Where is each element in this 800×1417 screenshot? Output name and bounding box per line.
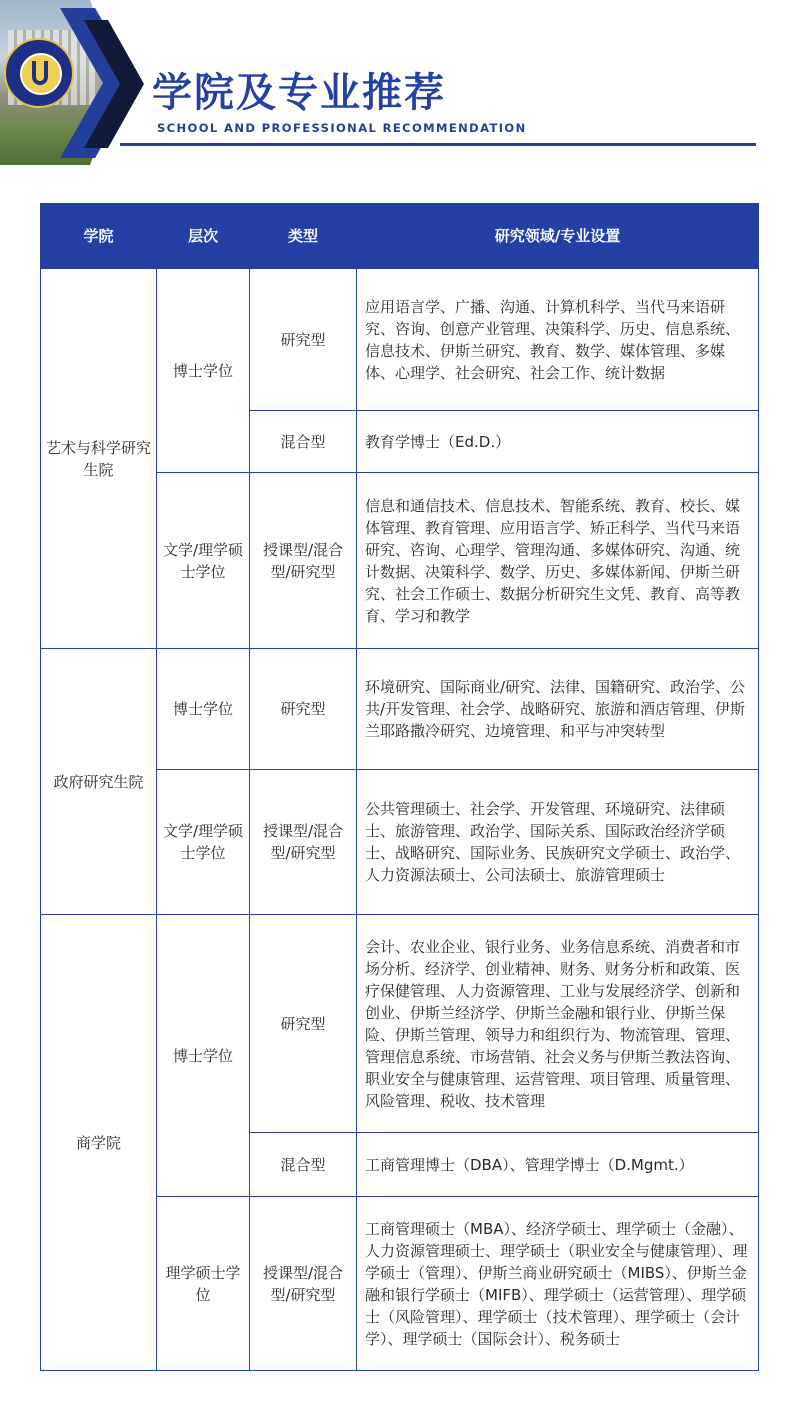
fields-cell: 工商管理博士（DBA）、管理学博士（D.Mgmt.） (357, 1133, 759, 1197)
level-cell: 博士学位 (157, 269, 250, 473)
logo-emblem (20, 53, 62, 95)
level-cell: 博士学位 (157, 649, 250, 770)
type-cell: 混合型 (250, 411, 357, 473)
header-fields: 研究领域/专业设置 (357, 204, 759, 269)
fields-cell: 工商管理硕士（MBA）、经济学硕士、理学硕士（金融）、人力资源管理硕士、理学硕士（职业安全与健康管理）、理学硕士（管理）、伊斯兰商业研究硕士（MIBS）、伊斯兰金融和银行学硕士（MIFB）、理学硕士（运营管理）、理学硕士（风险管理）、理学硕士（技术管理）、理学硕士（会计学）、理学硕士（国际会计）、税务硕士 (357, 1197, 759, 1371)
university-logo (4, 38, 74, 108)
type-cell: 授课型/混合型/研究型 (250, 770, 357, 915)
page-header (0, 0, 800, 175)
type-cell: 研究型 (250, 915, 357, 1133)
page-title: 学院及专业推荐 (152, 70, 446, 116)
table-header-row (41, 204, 759, 269)
level-cell: 文学/理学硕士学位 (157, 473, 250, 649)
school-cell: 艺术与科学研究生院 (41, 269, 157, 649)
school-cell: 商学院 (41, 915, 157, 1371)
fields-cell: 教育学博士（Ed.D.） (357, 411, 759, 473)
type-cell: 混合型 (250, 1133, 357, 1197)
header-type: 类型 (250, 204, 357, 269)
header-rule (120, 143, 756, 146)
type-cell: 研究型 (250, 269, 357, 411)
level-cell: 理学硕士学位 (157, 1197, 250, 1371)
type-cell: 授课型/混合型/研究型 (250, 1197, 357, 1371)
recommendation-table (40, 203, 759, 1371)
type-cell: 研究型 (250, 649, 357, 770)
fields-cell: 会计、农业企业、银行业务、业务信息系统、消费者和市场分析、经济学、创业精神、财务、财务分析和政策、医疗保健管理、人力资源管理、工业与发展经济学、创新和创业、伊斯兰经济学、伊斯兰金融和银行业、伊斯兰保险、伊斯兰管理、领导力和组织行为、物流管理、管理、管理信息系统、市场营销、社会义务与伊斯兰教法咨询、职业安全与健康管理、运营管理、项目管理、质量管理、风险管理、税收、技术管理 (357, 915, 759, 1133)
fields-cell: 公共管理硕士、社会学、开发管理、环境研究、法律硕士、旅游管理、政治学、国际关系、国际政治经济学硕士、战略研究、国际业务、民族研究文学硕士、政治学、人力资源法硕士、公司法硕士、旅游管理硕士 (357, 770, 759, 915)
table-row (41, 269, 759, 411)
fields-cell: 应用语言学、广播、沟通、计算机科学、当代马来语研究、咨询、创意产业管理、决策科学、历史、信息系统、信息技术、伊斯兰研究、教育、数学、媒体管理、多媒体、心理学、社会研究、社会工作、统计数据 (357, 269, 759, 411)
header-school: 学院 (41, 204, 157, 269)
type-cell: 授课型/混合型/研究型 (250, 473, 357, 649)
page-subtitle: SCHOOL AND PROFESSIONAL RECOMMENDATION (157, 121, 527, 135)
table-row (41, 915, 759, 1133)
school-cell: 政府研究生院 (41, 649, 157, 915)
table-row (41, 649, 759, 770)
level-cell: 文学/理学硕士学位 (157, 770, 250, 915)
header-level: 层次 (157, 204, 250, 269)
level-cell: 博士学位 (157, 915, 250, 1197)
fields-cell: 环境研究、国际商业/研究、法律、国籍研究、政治学、公共/开发管理、社会学、战略研究、旅游和酒店管理、伊斯兰耶路撒冷研究、边境管理、和平与冲突转型 (357, 649, 759, 770)
fields-cell: 信息和通信技术、信息技术、智能系统、教育、校长、媒体管理、教育管理、应用语言学、矫正科学、当代马来语研究、咨询、心理学、管理沟通、多媒体研究、沟通、统计数据、决策科学、数学、历史、多媒体新闻、伊斯兰研究、社会工作硕士、数据分析研究生文凭、教育、高等教育、学习和教学 (357, 473, 759, 649)
logo-mark (32, 61, 48, 85)
